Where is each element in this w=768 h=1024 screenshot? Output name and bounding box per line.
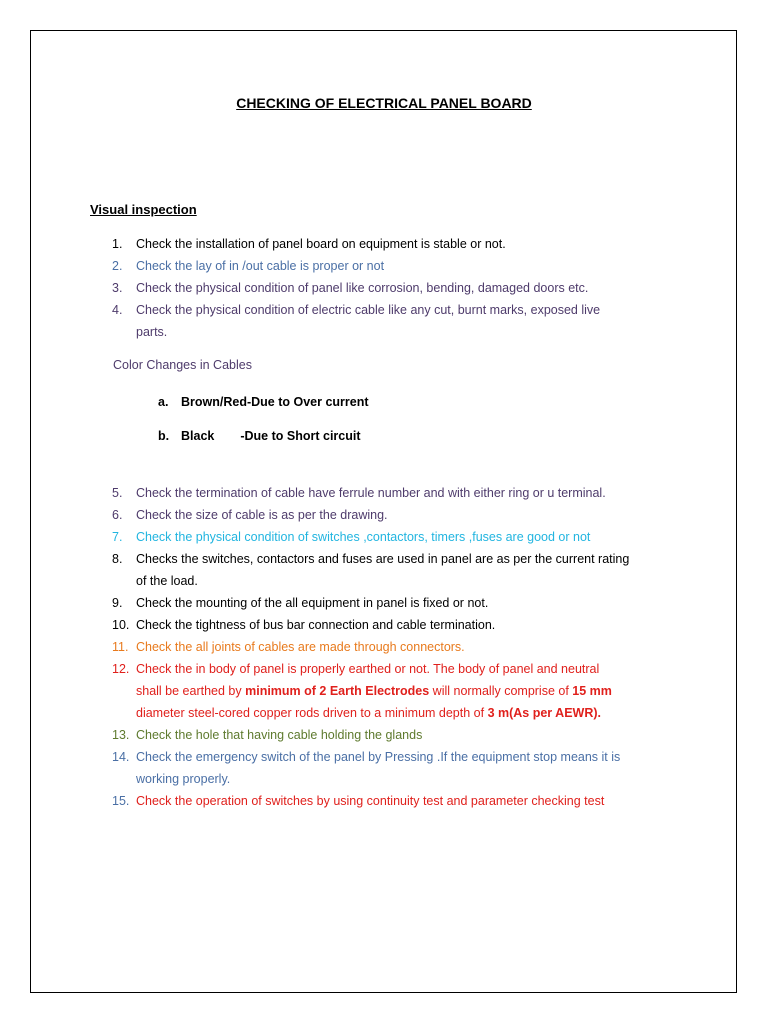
item-number: 4.: [112, 303, 123, 317]
item-number: 11.: [112, 640, 129, 654]
list-item-3: [112, 277, 692, 299]
section-heading-visual-inspection: Visual inspection: [90, 202, 197, 217]
item-text-seg1: Check the in body of panel is properly earthed or not. The body of panel and neutral: [136, 662, 600, 676]
list-item-14: [112, 746, 692, 790]
item-text: Check the size of cable is as per the drawing.: [136, 508, 388, 522]
item-text: Check the physical condition of panel like corrosion, bending, damaged doors etc.: [136, 281, 589, 295]
item-text: Check the installation of panel board on equipment is stable or not.: [136, 237, 506, 251]
list-item-6: [112, 504, 692, 526]
item-text-seg3: minimum of 2 Earth Electrodes: [245, 684, 430, 698]
item-text-line1: Checks the switches, contactors and fuses are used in panel are as per the current rating: [136, 552, 630, 566]
item-number: 15.: [112, 794, 130, 808]
list-item-1: [112, 233, 692, 255]
item-number: 3.: [112, 281, 123, 295]
item-text-line2: parts.: [136, 325, 168, 339]
item-text-seg6: diameter steel-cored copper rods driven to a minimum depth of: [136, 706, 488, 720]
list-item-5: [112, 482, 692, 504]
color-label: Brown/Red: [181, 395, 247, 409]
list-item-2: [112, 255, 692, 277]
item-number: 13.: [112, 728, 130, 742]
item-text: Check the tightness of bus bar connection and cable termination.: [136, 618, 496, 632]
item-text: Check the lay of in /out cable is proper or not: [136, 259, 385, 273]
color-cause: -Due to Over current: [246, 395, 369, 409]
item-text: Check the operation of switches by using continuity test and parameter checking test: [136, 794, 605, 808]
item-letter: b.: [158, 429, 170, 443]
item-number: 10.: [112, 618, 130, 632]
inspection-list-part2: [112, 482, 692, 812]
list-item-13: [112, 724, 692, 746]
item-number: 2.: [112, 259, 123, 273]
item-text-seg4: will normally comprise of: [429, 684, 573, 698]
item-number: 14.: [112, 750, 130, 764]
color-changes-heading: Color Changes in Cables: [113, 358, 252, 372]
color-changes-list: [158, 393, 558, 461]
color-cause: -Due to Short circuit: [240, 429, 361, 443]
item-number: 5.: [112, 486, 123, 500]
item-text: Check the all joints of cables are made through connectors.: [136, 640, 465, 654]
item-text-seg7: 3 m(As per AEWR).: [487, 706, 602, 720]
item-text: Check the mounting of the all equipment in panel is fixed or not.: [136, 596, 489, 610]
item-text-line2: of the load.: [136, 574, 198, 588]
document-title: CHECKING OF ELECTRICAL PANEL BOARD: [236, 95, 532, 111]
list-item-15: [112, 790, 692, 812]
color-change-item-a: [158, 393, 558, 427]
item-number: 1.: [112, 237, 123, 251]
item-text-seg2: shall be earthed by: [136, 684, 246, 698]
list-item-7: [112, 526, 692, 548]
item-number: 9.: [112, 596, 123, 610]
item-text-line2: working properly.: [136, 772, 231, 786]
item-number: 8.: [112, 552, 123, 566]
color-label: Black: [181, 429, 215, 443]
item-number: 6.: [112, 508, 123, 522]
list-item-8: [112, 548, 692, 592]
color-change-item-b: [158, 427, 558, 461]
item-text: Check the physical condition of switches ,contactors, timers ,fuses are good or not: [136, 530, 591, 544]
item-text-line1: Check the physical condition of electric cable like any cut, burnt marks, exposed live: [136, 303, 601, 317]
item-text-line1: Check the emergency switch of the panel by Pressing .If the equipment stop means it is: [136, 750, 621, 764]
list-item-4: [112, 299, 692, 343]
inspection-list-part1: [112, 233, 692, 343]
item-number: 12.: [112, 662, 130, 676]
list-item-10: [112, 614, 692, 636]
list-item-9: [112, 592, 692, 614]
item-text-seg5: 15 mm: [572, 684, 612, 698]
item-number: 7.: [112, 530, 123, 544]
item-letter: a.: [158, 395, 169, 409]
list-item-11: [112, 636, 692, 658]
list-item-12: [112, 658, 692, 724]
item-text: Check the termination of cable have ferrule number and with either ring or u terminal.: [136, 486, 606, 500]
item-text: Check the hole that having cable holding the glands: [136, 728, 423, 742]
